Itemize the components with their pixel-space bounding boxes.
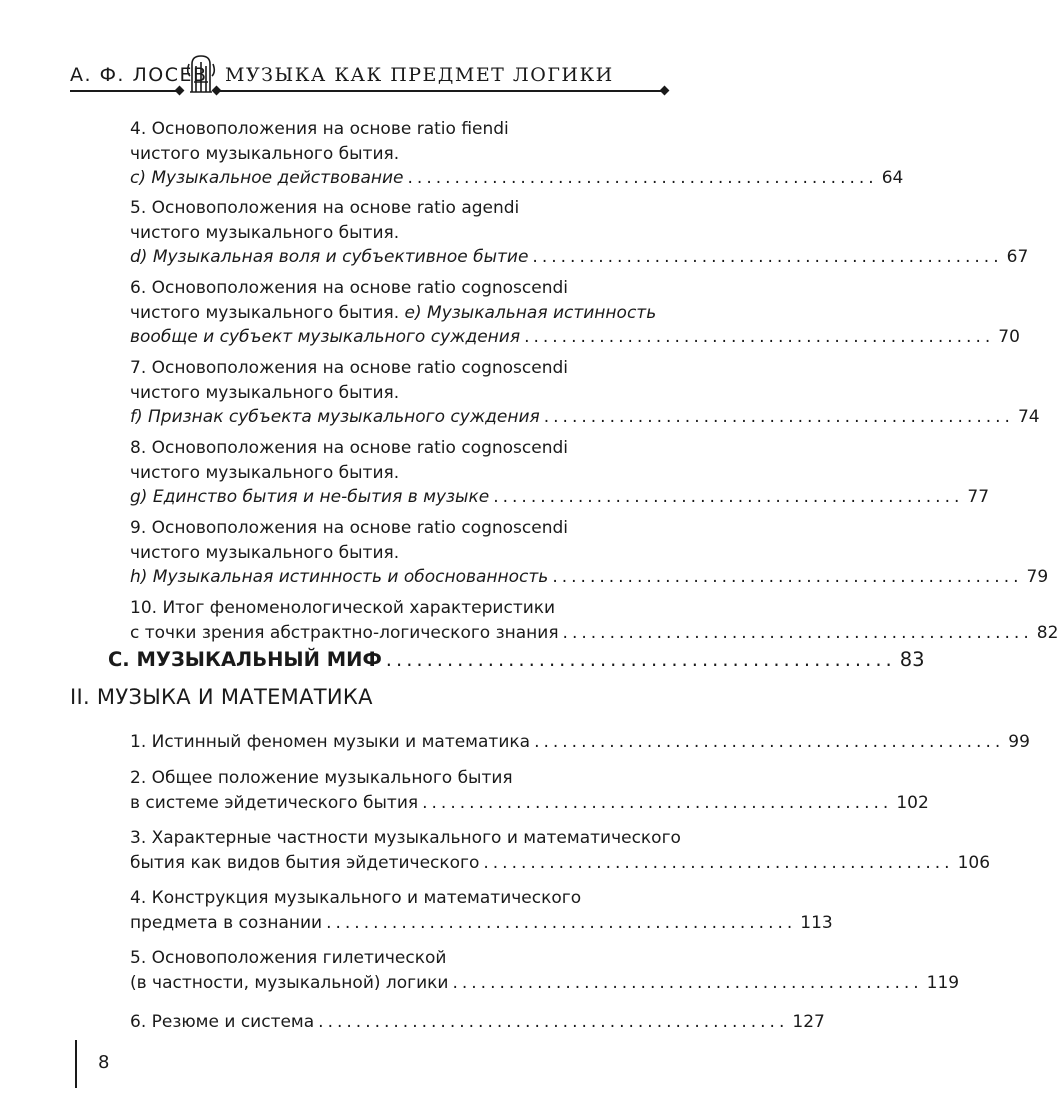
page-number: 67: [1006, 247, 1029, 267]
folio-page-number: 8: [98, 1052, 110, 1073]
page-number: 83: [899, 648, 925, 671]
header-dot: [660, 86, 670, 96]
page-number: 74: [1017, 407, 1040, 427]
page-number: 64: [881, 168, 904, 188]
toc-entry: 8. Основоположения на основе ratio cognoscendi чистого музыкального бытия. g) Единство бытия и не-бытия в музыке .................................................. 77: [130, 436, 667, 510]
page-number: 70: [998, 327, 1020, 347]
toc-section-ii: II. МУЗЫКА И МАТЕМАТИКА: [70, 685, 373, 709]
toc-section-c: С. МУЗЫКАЛЬНЫЙ МИФ .................................................. 83: [108, 648, 925, 671]
running-header: [0, 0, 729, 110]
page-number: 119: [926, 972, 960, 993]
page-number: 82: [1036, 622, 1058, 643]
header-rule-right: [218, 90, 664, 92]
page-number: 113: [800, 912, 833, 933]
page-number: 99: [1008, 732, 1030, 752]
header-title: МУЗЫКА КАК ПРЕДМЕТ ЛОГИКИ: [225, 64, 614, 86]
toc-entry: 9. Основоположения на основе ratio cognoscendi чистого музыкального бытия. h) Музыкальная истинность и обоснованность .................................................. 79: [130, 516, 667, 590]
toc-entry: 4. Основоположения на основе ratio fiendi чистого музыкального бытия. c) Музыкальное действование .................................................. 64: [130, 117, 667, 191]
toc-entry: 6. Основоположения на основе ratio cognoscendi чистого музыкального бытия. e) Музыкальная истинность вообще и субъект музыкального суждения .................................................. 70: [130, 276, 667, 350]
header-rule-left: [70, 90, 182, 92]
page-number: 106: [957, 852, 991, 873]
header-author: А. Ф. ЛОСЕВ: [70, 64, 208, 86]
page-number: 127: [792, 1012, 825, 1032]
toc-entry: 2. Общее положение музыкального бытия в системе эйдетического бытия .................................................. 102: [130, 766, 667, 815]
footer-rule: [75, 1040, 77, 1088]
page-number: 102: [896, 792, 929, 813]
toc-entry: 6. Резюме и система .................................................. 127: [130, 1010, 667, 1035]
header-dot: [175, 86, 185, 96]
toc-entry: 7. Основоположения на основе ratio cognoscendi чистого музыкального бытия. f) Признак субъекта музыкального суждения .................................................. 74: [130, 356, 667, 430]
toc-entry: 10. Итог феноменологической характеристики с точки зрения абстрактно-логического знания .................................................. 82: [130, 596, 667, 645]
toc-entry: 4. Конструкция музыкального и математического предмета в сознании .................................................. 113: [130, 886, 667, 935]
toc-entry: 5. Основоположения на основе ratio agendi чистого музыкального бытия. d) Музыкальная воля и субъективное бытие .................................................. 67: [130, 196, 667, 270]
toc-entry: 5. Основоположения гилетической (в частности, музыкальной) логики .................................................. 119: [130, 946, 667, 995]
page-number: 79: [1026, 567, 1049, 587]
toc-entry: 3. Характерные частности музыкального и математического бытия как видов бытия эйдетического .................................................. 106: [130, 826, 667, 875]
toc-entry: 1. Истинный феномен музыки и математика .................................................. 99: [130, 730, 667, 755]
page-number: 77: [967, 487, 990, 507]
